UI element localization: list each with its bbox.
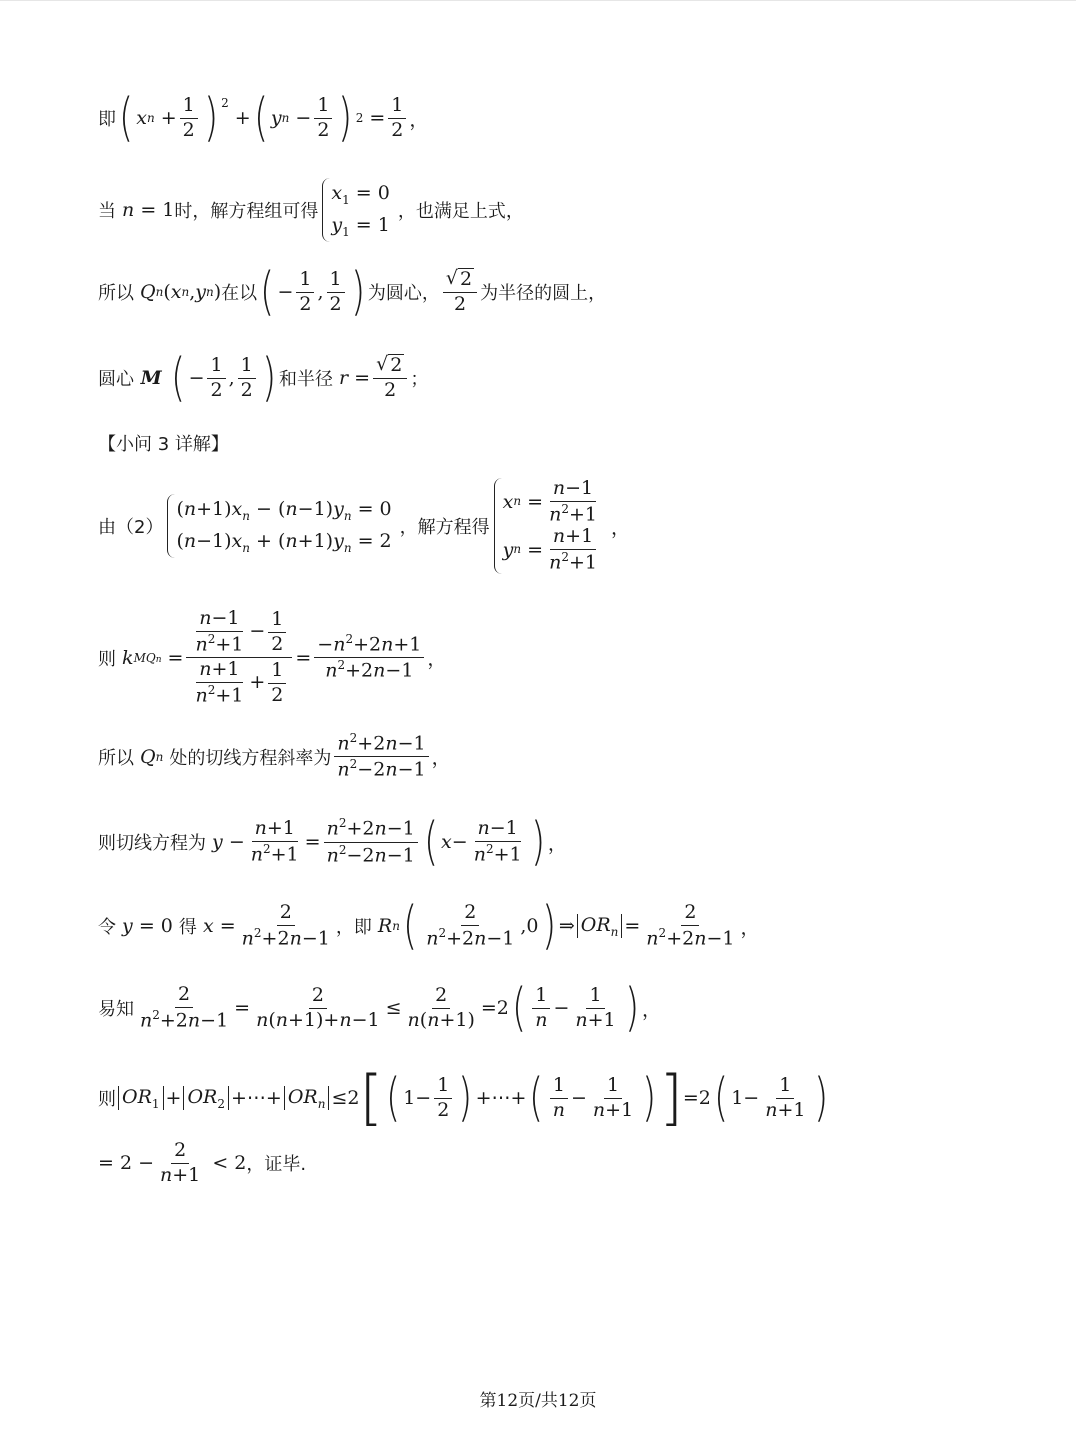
text-ji: 即 xyxy=(98,109,116,130)
equation-intercept-rn: 令 y = 0 得 x = $\frac{2}{n^2+2n-1}$ ，即 R n ( $\frac{2}{n^2+2n-1}$ ,0 ) ⇒ $OR_n$ = $\frac{2}{n^2+2n-1}$ ， xyxy=(98,896,760,956)
page-top-border xyxy=(0,0,1076,1)
text-solve-system: 时，解方程组可得 xyxy=(174,200,319,222)
text-satisfies: ，也满足上式， xyxy=(397,200,524,222)
fraction-sqrt2-over-2: √ 2 2 xyxy=(443,268,477,316)
equation-system-part3: 由（2） $(n+1)x_n - (n-1)y_n = 0$ $(n-1)x_n + (n+1)y_n = 2$ ，解方程得 x n = $\frac{n-1}{n^2+1}$ y n = $\frac{n+1}{n^2+1}$ ， xyxy=(98,477,631,574)
section-heading: 【小问 3 详解】 xyxy=(98,434,229,455)
left-paren: ( xyxy=(119,88,134,148)
page-number: 第12页/共12页 xyxy=(479,1391,597,1411)
equation-circle: 即 ( x n + $\frac{1}{2}$ ) 2 + ( y n − $\frac{1}{2}$ ) 2 = $\frac{1}{2}$ ， xyxy=(98,88,429,148)
text-dang: 当 xyxy=(98,200,116,222)
equation-tangent-line: 则切线方程为 y − $\frac{n+1}{n^2+1}$ = $\frac{n^2+2n-1}{n^2-2n-1}$ ( x − $\frac{n-1}{n^2+1}$ ) ， xyxy=(98,812,567,872)
equation-tangent-slope: 所以 Q n 处的切线方程斜率为 $\frac{n^2+2n-1}{n^2-2n-1}$ ， xyxy=(98,731,451,781)
fraction-one-half: $\frac{1}{2}$ xyxy=(180,95,198,142)
equation-slope-mq: 则 k MQn = $\frac{n-1}{n^2+1}$ − $\frac{1}{2}$ $\frac{n+1}{n^2+1}$ + $\frac{1}{2}$ = $\frac{-n^2+2n+1}{n^2+2n-1}$ ， xyxy=(98,607,447,707)
equation-locus: 所以 Q n ( x n , y n ) 在以 ( − $\frac{1}{2}$ , $\frac{1}{2}$ ) 为圆心， √ 2 2 为半径的圆上， xyxy=(98,262,607,322)
equation-conclusion: = 2 − $\frac{2}{n+1}$ < 2 ，证毕. xyxy=(98,1139,307,1186)
system-x1-y1: $x_1 = 0$ $y_1 = 1$ xyxy=(322,178,393,242)
equation-n1-case: 当 n = 1 时，解方程组可得 $x_1 = 0$ $y_1 = 1$ ，也满足上式， xyxy=(98,178,524,242)
equation-sum-bound: 则 $OR_1$ + $OR_2$ +⋯+ $OR_n$ ≤2 [ ( 1− $\frac{1}{2}$ ) +⋯+ ( $\frac{1}{n}$ − $\frac{1}{n+1}$ ) ] =2 ( 1− $\frac{1}{n+1}$ ) xyxy=(98,1063,829,1133)
equation-inequality: 易知 $\frac{2}{n^2+2n-1}$ = $\frac{2}{n(n+1)+n-1}$ ≤ $\frac{2}{n(n+1)}$ =2 ( $\frac{1}{n}$ − $\frac{1}{n+1}$ ) ， xyxy=(98,978,661,1038)
equation-center-radius: 圆心 M ( − $\frac{1}{2}$ , $\frac{1}{2}$ ) 和半径 r = √ 2 2 ； xyxy=(98,348,429,408)
